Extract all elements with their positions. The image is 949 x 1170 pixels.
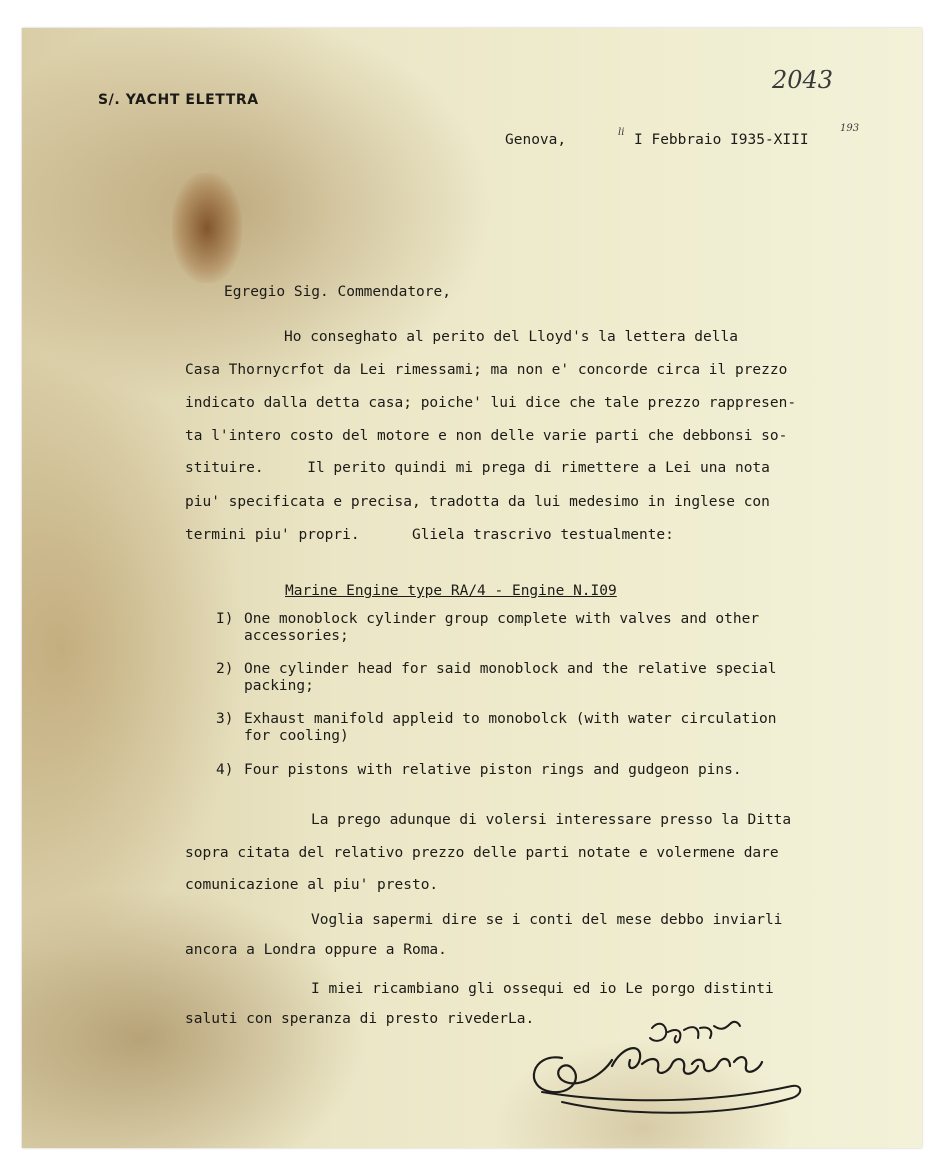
list-item-line: Exhaust manifold appleid to monobolck (with water circulation: [244, 711, 777, 727]
water-stain: [172, 173, 242, 283]
letter-page: [22, 28, 922, 1148]
list-item-number: I): [216, 611, 234, 627]
list-item-line: packing;: [244, 678, 314, 694]
body-line: stituire. Il perito quindi mi prega di rimettere a Lei una nota: [185, 460, 770, 476]
archive-number: 2043: [772, 66, 834, 94]
list-item-line: One monoblock cylinder group complete with valves and other: [244, 611, 760, 627]
list-item-line: accessories;: [244, 628, 349, 644]
body-line: saluti con speranza di presto rivederLa.: [185, 1011, 535, 1027]
list-item-number: 3): [216, 711, 234, 727]
year-printed: 193: [840, 123, 860, 134]
list-item-line: for cooling): [244, 728, 349, 744]
body-line: comunicazione al piu' presto.: [185, 877, 439, 893]
list-item-number: 2): [216, 661, 234, 677]
body-line: indicato dalla detta casa; poiche' lui dice che tale prezzo rappresen-: [185, 395, 797, 411]
body-line: Voglia sapermi dire se i conti del mese debbo inviarli: [311, 912, 783, 928]
body-line: termini piu' propri. Gliela trascrivo testualmente:: [185, 527, 674, 543]
list-item-number: 4): [216, 762, 234, 778]
body-line: ta l'intero costo del motore e non delle varie parti che debbonsi so-: [185, 428, 788, 444]
body-line: Casa Thornycrfot da Lei rimessami; ma non e' concorde circa il prezzo: [185, 362, 788, 378]
handwritten-signature: [502, 1018, 802, 1128]
place: Genova,: [505, 132, 567, 148]
body-line: I miei ricambiano gli ossequi ed io Le porgo distinti: [311, 981, 774, 997]
body-line: piu' specificata e precisa, tradotta da lui medesimo in inglese con: [185, 494, 770, 510]
date-prefix: li: [618, 127, 625, 138]
body-line: ancora a Londra oppure a Roma.: [185, 942, 447, 958]
body-line: Ho conseghato al perito del Lloyd's la lettera della: [284, 329, 738, 345]
list-title: Marine Engine type RA/4 - Engine N.I09: [285, 583, 617, 599]
date: I Febbraio I935-XIII: [634, 132, 809, 148]
body-line: La prego adunque di volersi interessare presso la Ditta: [311, 812, 792, 828]
list-item-line: Four pistons with relative piston rings and gudgeon pins.: [244, 762, 742, 778]
body-line: sopra citata del relativo prezzo delle parti notate e volermene dare: [185, 845, 779, 861]
salutation: Egregio Sig. Commendatore,: [224, 284, 451, 300]
list-item-line: One cylinder head for said monoblock and the relative special: [244, 661, 777, 677]
letterhead: S/. YACHT ELETTRA: [98, 92, 259, 108]
